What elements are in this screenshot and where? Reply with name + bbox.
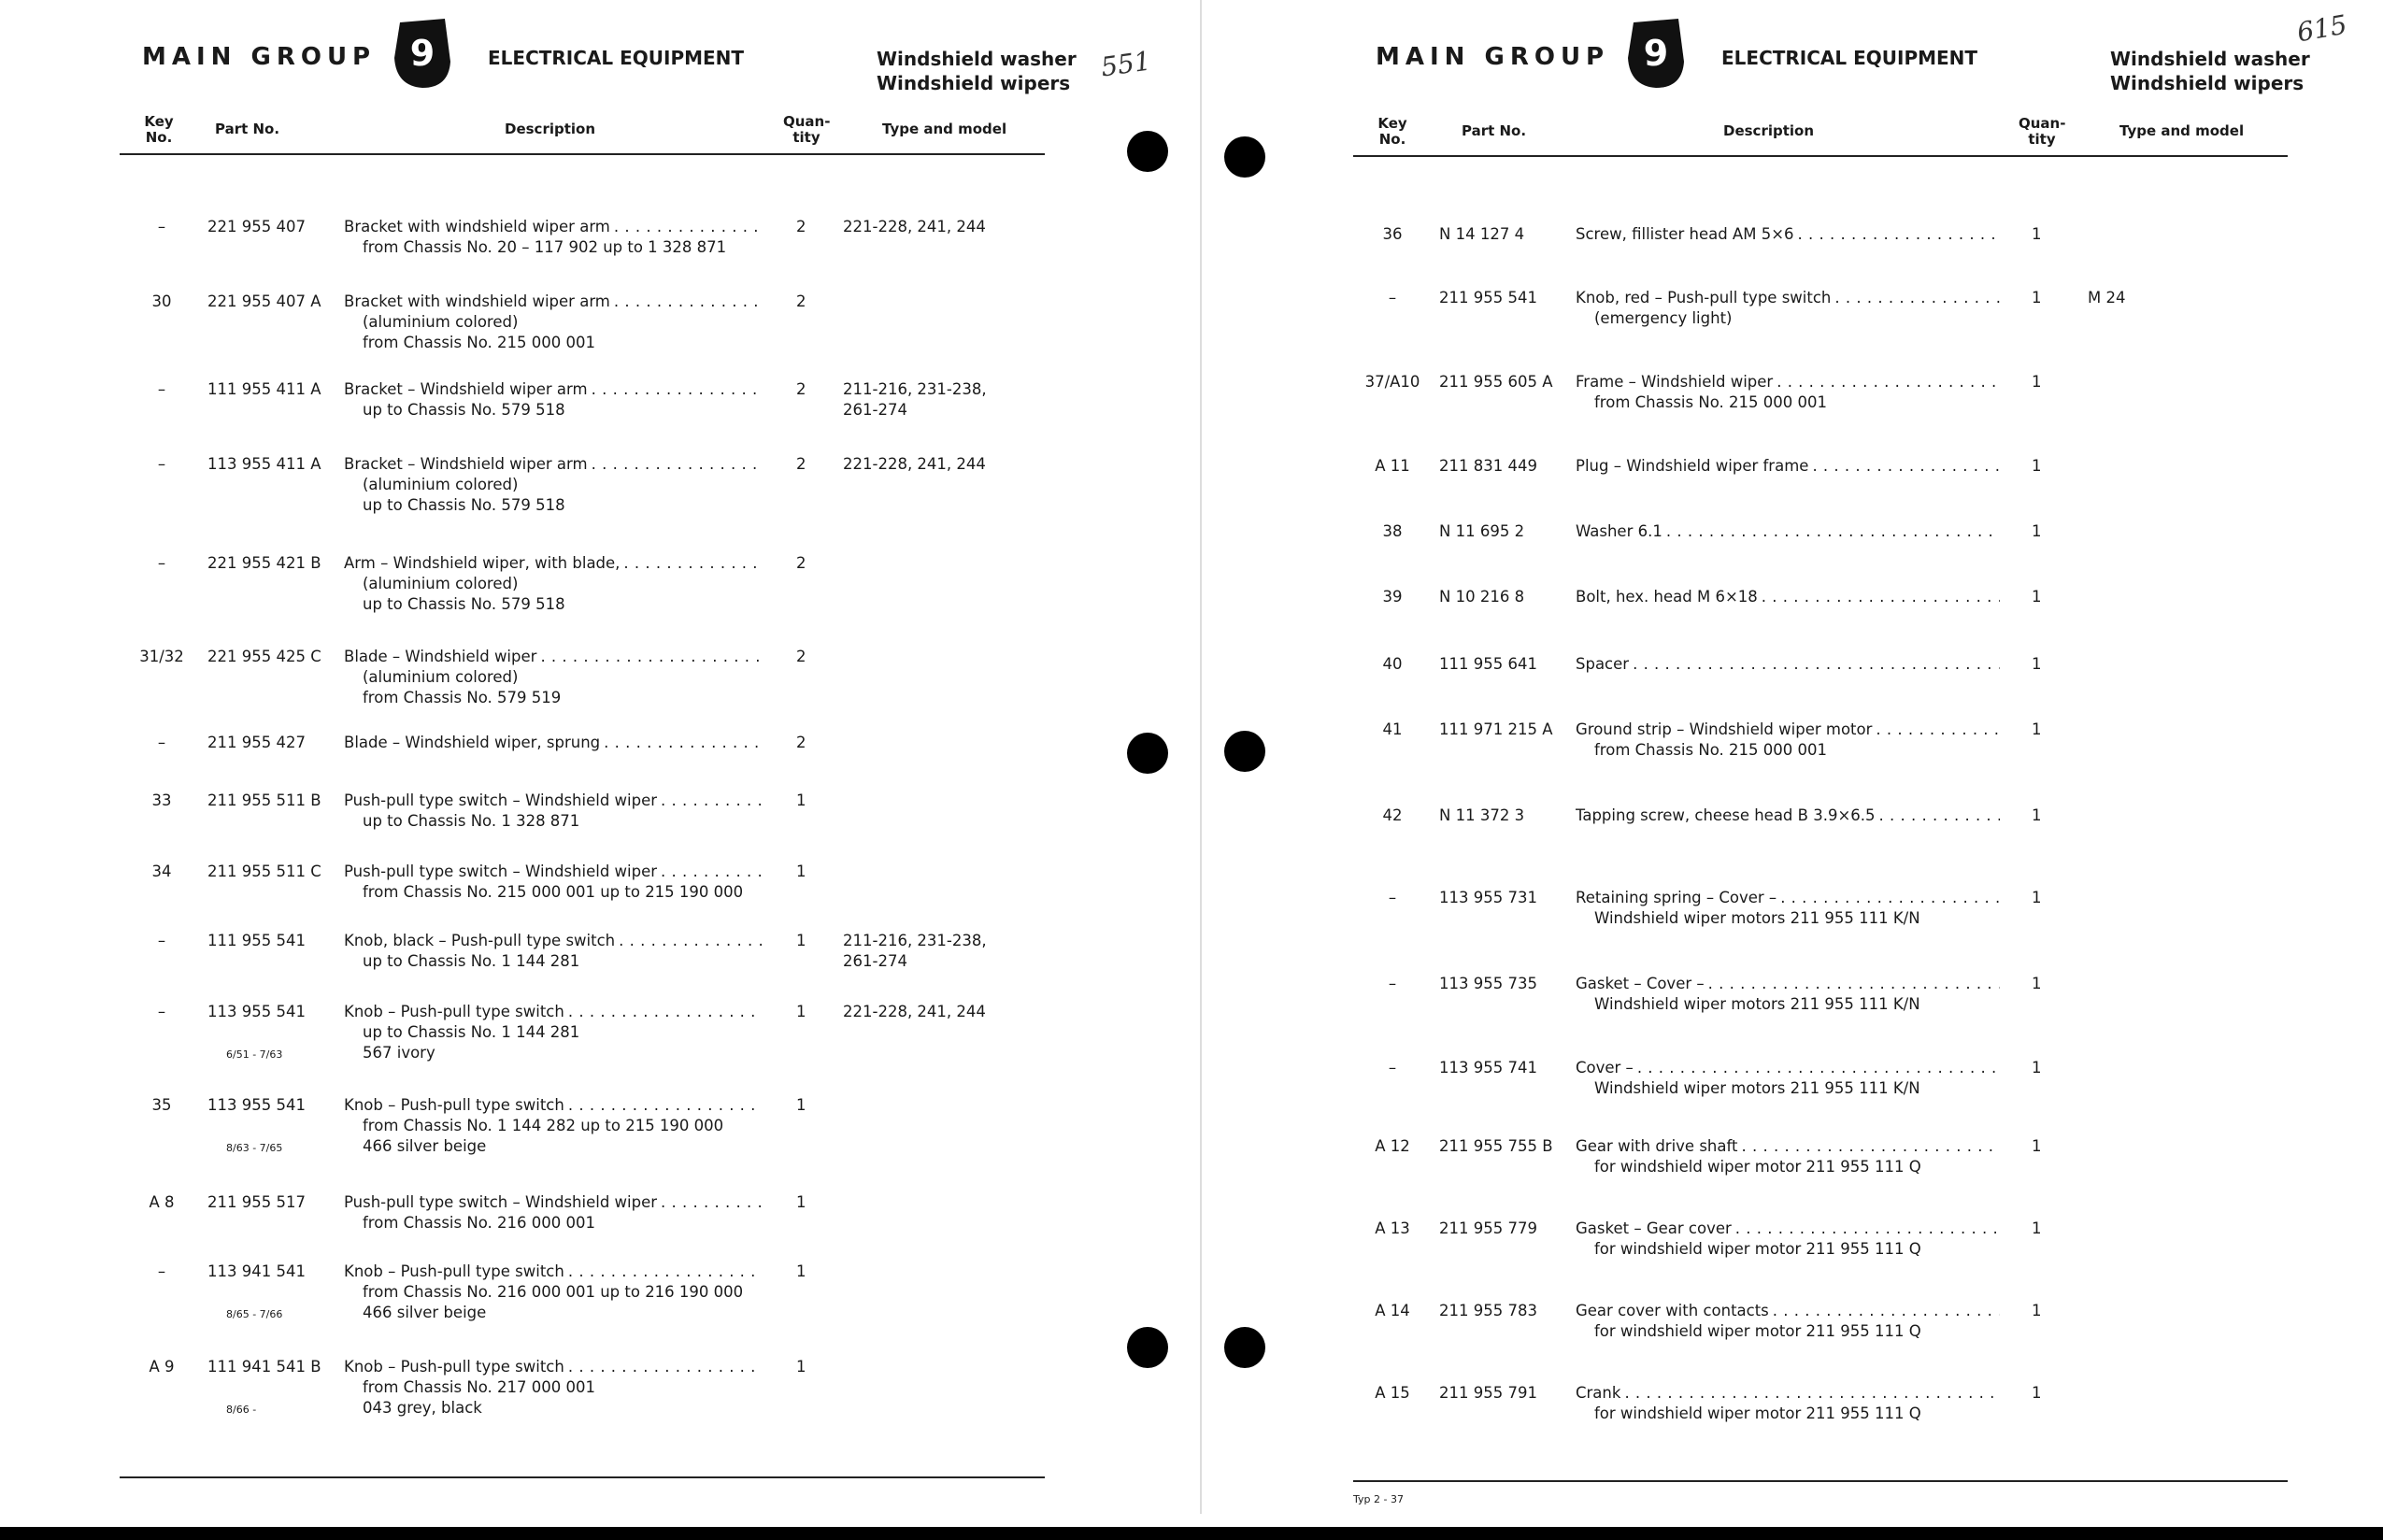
part-number: 211 955 511 C [207,863,321,880]
part-number: N 10 216 8 [1439,588,1525,606]
key-number: – [157,932,166,949]
scan-edge [0,1527,2383,1540]
dot-leader [661,862,763,882]
dot-leader [619,931,763,951]
col-head-type: Type and model [2119,122,2245,139]
part-number: 221 955 421 B [207,554,321,572]
key-number: 31/32 [139,648,184,665]
description-text: Push-pull type switch – Windshield wiper [344,1193,658,1211]
description-subline: for windshield wiper motor 211 955 111 Q [1594,1405,1921,1422]
quantity: 1 [2032,588,2042,606]
part-description [1576,1219,2000,1260]
description-text: Knob – Push-pull type switch [344,1096,564,1114]
key-number: – [157,218,166,235]
part-description [1576,974,2000,1015]
dot-leader [614,292,763,312]
part-description [344,292,763,353]
description-text: Gasket – Gear cover [1576,1219,1732,1237]
part-description [344,454,763,516]
col-head-desc: Description [1723,122,1815,139]
quantity: 1 [2032,1302,2042,1319]
part-description [344,931,763,972]
bottom-rule [120,1476,1045,1478]
type-model-line: 261-274 [843,952,907,970]
punch-hole [1224,136,1265,178]
quantity: 1 [796,1358,806,1376]
dot-leader [568,1002,763,1022]
part-number: 111 971 215 A [1439,720,1553,738]
quantity: 1 [796,863,806,880]
type-model-line: M 24 [2088,289,2126,307]
part-number: 113 955 741 [1439,1059,1537,1077]
dot-leader [1879,806,2000,826]
quantity: 1 [2032,975,2042,992]
key-number: 38 [1382,522,1403,540]
dot-leader [540,647,763,667]
svg-text:9: 9 [409,33,435,74]
part-description [1576,521,2000,542]
dot-leader [1777,372,2000,392]
description-subline: (aluminium colored) [363,575,519,592]
dot-leader [1735,1219,2000,1239]
key-number: A 15 [1375,1384,1410,1402]
col-head-qty: Quan- tity [783,113,831,146]
key-number: A 13 [1375,1219,1410,1237]
punch-hole [1127,1327,1168,1368]
type-model-line: 221-228, 241, 244 [843,1003,986,1020]
quantity: 1 [2032,1137,2042,1155]
description-subline: from Chassis No. 216 000 001 [363,1214,595,1232]
part-number: 211 955 541 [1439,289,1537,307]
type-model-line: 211-216, 231-238, [843,380,987,398]
key-number: 34 [151,863,172,880]
key-number: 35 [151,1096,172,1114]
dot-leader [661,791,763,811]
part-number: 211 955 783 [1439,1302,1537,1319]
type-model-line: 221-228, 241, 244 [843,455,986,473]
type-model [843,931,987,972]
section-title: ELECTRICAL EQUIPMENT [488,47,745,69]
description-subline: up to Chassis No. 1 144 281 [363,952,580,970]
description-text: Bracket – Windshield wiper arm [344,380,588,398]
part-description [1576,1058,2000,1099]
quantity: 2 [796,292,806,310]
description-subline: from Chassis No. 216 000 001 up to 216 190 000 [363,1283,744,1301]
left-page [0,0,1196,1514]
quantity: 1 [2032,289,2042,307]
key-number: – [1388,889,1397,906]
dot-leader [1876,720,2000,740]
description-text: Bracket – Windshield wiper arm [344,455,588,473]
part-number: 221 955 407 A [207,292,321,310]
part-number: 221 955 407 [207,218,306,235]
description-subline: 466 silver beige [363,1137,487,1155]
part-description [1576,806,2000,826]
description-subline: Windshield wiper motors 211 955 111 K/N [1594,995,1920,1013]
type-model-line: 211-216, 231-238, [843,932,987,949]
dot-leader [614,217,763,237]
part-number: 211 955 511 B [207,791,321,809]
quantity: 1 [2032,373,2042,391]
description-text: Blade – Windshield wiper, sprung [344,734,601,751]
part-description [1576,1136,2000,1177]
key-number: 37/A10 [1364,373,1420,391]
description-subline: from Chassis No. 20 – 117 902 up to 1 328 871 [363,238,727,256]
quantity: 1 [2032,225,2042,243]
punch-hole [1127,733,1168,774]
key-number: A 14 [1375,1302,1410,1319]
quantity: 2 [796,218,806,235]
dot-leader [1780,888,2000,908]
part-number: 211 955 779 [1439,1219,1537,1237]
type-model [843,379,987,421]
dot-leader [1633,654,2000,675]
punch-hole [1224,731,1265,772]
key-number: A 11 [1375,457,1410,475]
part-number: 211 955 605 A [1439,373,1553,391]
key-number: – [1388,975,1397,992]
dot-leader [1624,1383,2000,1404]
part-number: N 14 127 4 [1439,225,1525,243]
col-head-key: Key No. [144,113,174,146]
part-description [344,1262,763,1323]
description-subline: up to Chassis No. 579 518 [363,496,565,514]
description-subline: (aluminium colored) [363,313,519,331]
part-number: 211 955 517 [207,1193,306,1211]
punch-hole [1224,1327,1265,1368]
footer-code: Typ 2 - 37 [1353,1493,1404,1505]
description-subline: up to Chassis No. 579 518 [363,401,565,419]
dot-leader [1834,288,2000,308]
key-number: 42 [1382,806,1403,824]
header-rule [1353,155,2288,157]
quantity: 1 [2032,889,2042,906]
part-number: N 11 372 3 [1439,806,1525,824]
description-subline: from Chassis No. 215 000 001 [1594,741,1827,759]
part-number: 211 955 427 [207,734,306,751]
part-description [344,379,763,421]
description-subline: (aluminium colored) [363,668,519,686]
dot-leader [1773,1301,2000,1321]
type-model [843,1002,986,1022]
col-head-part: Part No. [1462,122,1527,139]
quantity: 1 [2032,655,2042,673]
description-text: Arm – Windshield wiper, with blade, [344,554,621,572]
quantity: 1 [796,932,806,949]
part-description [344,733,763,753]
description-text: Washer 6.1 [1576,522,1662,540]
quantity: 1 [2032,457,2042,475]
main-group-label: MAIN GROUP [1376,43,1610,71]
key-number: – [1388,1059,1397,1077]
production-date: 8/65 - 7/66 [226,1308,283,1320]
col-head-qty: Quan- tity [2019,115,2066,148]
key-number: – [157,1003,166,1020]
part-description [1576,587,2000,607]
key-number: – [157,455,166,473]
part-description [344,553,763,615]
description-subline: from Chassis No. 215 000 001 up to 215 190 000 [363,883,744,901]
key-number: – [1388,289,1397,307]
part-description [1576,1383,2000,1424]
quantity: 1 [796,791,806,809]
quantity: 1 [2032,806,2042,824]
part-description [1576,720,2000,761]
production-date: 8/63 - 7/65 [226,1142,283,1154]
description-text: Spacer [1576,655,1630,673]
type-model-line: 261-274 [843,401,907,419]
key-number: 30 [151,292,172,310]
production-date: 8/66 - [226,1404,257,1416]
quantity: 2 [796,648,806,665]
description-text: Gear cover with contacts [1576,1302,1769,1319]
punch-hole [1127,131,1168,172]
description-subline: for windshield wiper motor 211 955 111 Q [1594,1158,1921,1176]
key-number: 33 [151,791,172,809]
dot-leader [568,1357,763,1377]
dot-leader [1666,521,2000,542]
part-number: 113 955 411 A [207,455,321,473]
description-subline: 567 ivory [363,1044,435,1062]
part-number: 221 955 425 C [207,648,321,665]
part-number: 113 955 735 [1439,975,1537,992]
dot-leader [1708,974,2000,994]
part-number: 113 955 731 [1439,889,1537,906]
quantity: 2 [796,380,806,398]
col-head-key: Key No. [1377,115,1407,148]
production-date: 6/51 - 7/63 [226,1048,283,1061]
dot-leader [1812,456,2000,477]
col-head-part: Part No. [215,121,280,137]
description-text: Knob, red – Push-pull type switch [1576,289,1832,307]
description-subline: (emergency light) [1594,309,1733,327]
part-number: 211 831 449 [1439,457,1537,475]
part-description [344,1002,763,1063]
key-number: A 12 [1375,1137,1410,1155]
part-number: 111 955 641 [1439,655,1537,673]
quantity: 2 [796,554,806,572]
page-title: Windshield washer Windshield wipers [2110,48,2310,94]
part-description [1576,288,2000,329]
dot-leader [592,379,763,400]
description-subline: 466 silver beige [363,1304,487,1321]
description-text: Crank [1576,1384,1621,1402]
key-number: 39 [1382,588,1403,606]
type-model-line: 221-228, 241, 244 [843,218,986,235]
handwritten-page-number: 551 [1098,45,1153,83]
part-description [1576,888,2000,929]
type-model [2088,288,2125,308]
header-rule [120,153,1045,155]
description-text: Gasket – Cover – [1576,975,1705,992]
description-text: Knob – Push-pull type switch [344,1358,564,1376]
description-subline: up to Chassis No. 579 518 [363,595,565,613]
key-number: 41 [1382,720,1403,738]
description-text: Tapping screw, cheese head B 3.9×6.5 [1576,806,1876,824]
quantity: 2 [796,455,806,473]
description-text: Blade – Windshield wiper [344,648,537,665]
description-text: Knob – Push-pull type switch [344,1003,564,1020]
key-number: A 9 [149,1358,175,1376]
part-description [344,647,763,708]
description-subline: for windshield wiper motor 211 955 111 Q [1594,1240,1921,1258]
part-number: N 11 695 2 [1439,522,1525,540]
description-text: Bracket with windshield wiper arm [344,218,610,235]
dot-leader [568,1262,763,1282]
description-subline: (aluminium colored) [363,476,519,493]
description-text: Cover – [1576,1059,1634,1077]
group-number-badge [1624,15,1688,90]
description-subline: from Chassis No. 579 519 [363,689,562,706]
quantity: 1 [2032,1384,2042,1402]
description-text: Ground strip – Windshield wiper motor [1576,720,1873,738]
description-subline: from Chassis No. 215 000 001 [1594,393,1827,411]
part-description [1576,456,2000,477]
quantity: 1 [796,1003,806,1020]
handwritten-page-number: 615 [2294,8,2349,49]
dot-leader [568,1095,763,1116]
key-number: – [157,554,166,572]
part-number: 211 955 755 B [1439,1137,1553,1155]
section-title: ELECTRICAL EQUIPMENT [1721,47,1978,69]
description-text: Knob – Push-pull type switch [344,1262,564,1280]
description-text: Push-pull type switch – Windshield wiper [344,863,658,880]
description-subline: Windshield wiper motors 211 955 111 K/N [1594,909,1920,927]
part-description [344,862,763,903]
key-number: 36 [1382,225,1403,243]
part-description [1576,1301,2000,1342]
key-number: – [157,734,166,751]
key-number: – [157,380,166,398]
description-subline: up to Chassis No. 1 328 871 [363,812,580,830]
dot-leader [604,733,763,753]
part-description [1576,372,2000,413]
bottom-rule [1353,1480,2288,1482]
part-number: 111 941 541 B [207,1358,321,1376]
quantity: 1 [796,1096,806,1114]
key-number: – [157,1262,166,1280]
description-text: Screw, fillister head AM 5×6 [1576,225,1794,243]
description-text: Bolt, hex. head M 6×18 [1576,588,1758,606]
quantity: 1 [796,1262,806,1280]
type-model [843,454,986,475]
part-description [344,1357,763,1419]
description-text: Gear with drive shaft [1576,1137,1738,1155]
description-subline: 043 grey, black [363,1399,482,1417]
part-number: 211 955 791 [1439,1384,1537,1402]
svg-text:9: 9 [1643,33,1669,74]
dot-leader [1762,587,2000,607]
part-description [1576,224,2000,245]
part-number: 113 955 541 [207,1003,306,1020]
part-description [344,217,763,258]
quantity: 1 [2032,522,2042,540]
dot-leader [661,1192,763,1213]
description-text: Frame – Windshield wiper [1576,373,1774,391]
col-head-desc: Description [505,121,596,137]
quantity: 1 [2032,1059,2042,1077]
col-head-type: Type and model [882,121,1007,137]
main-group-label: MAIN GROUP [142,43,377,71]
part-description [1576,654,2000,675]
quantity: 1 [796,1193,806,1211]
dot-leader [1637,1058,2000,1078]
description-subline: from Chassis No. 215 000 001 [363,334,595,351]
description-text: Retaining spring – Cover – [1576,889,1777,906]
dot-leader [1741,1136,2000,1157]
description-text: Knob, black – Push-pull type switch [344,932,616,949]
description-subline: from Chassis No. 1 144 282 up to 215 190 000 [363,1117,724,1134]
description-subline: Windshield wiper motors 211 955 111 K/N [1594,1079,1920,1097]
right-page [1215,0,2383,1514]
description-subline: for windshield wiper motor 211 955 111 Q [1594,1322,1921,1340]
part-number: 111 955 541 [207,932,306,949]
quantity: 2 [796,734,806,751]
part-number: 113 941 541 [207,1262,306,1280]
type-model [843,217,986,237]
part-description [344,1095,763,1157]
group-number-badge [391,15,454,90]
description-text: Push-pull type switch – Windshield wiper [344,791,658,809]
quantity: 1 [2032,720,2042,738]
description-text: Bracket with windshield wiper arm [344,292,610,310]
dot-leader [623,553,763,574]
description-subline: from Chassis No. 217 000 001 [363,1378,595,1396]
dot-leader [592,454,763,475]
page-title: Windshield washer Windshield wipers [877,48,1077,94]
part-number: 111 955 411 A [207,380,321,398]
page-gutter [1200,0,1202,1514]
key-number: 40 [1382,655,1403,673]
key-number: A 8 [149,1193,175,1211]
part-description [344,1192,763,1233]
part-number: 113 955 541 [207,1096,306,1114]
quantity: 1 [2032,1219,2042,1237]
dot-leader [1798,224,2000,245]
part-description [344,791,763,832]
description-subline: up to Chassis No. 1 144 281 [363,1023,580,1041]
description-text: Plug – Windshield wiper frame [1576,457,1809,475]
